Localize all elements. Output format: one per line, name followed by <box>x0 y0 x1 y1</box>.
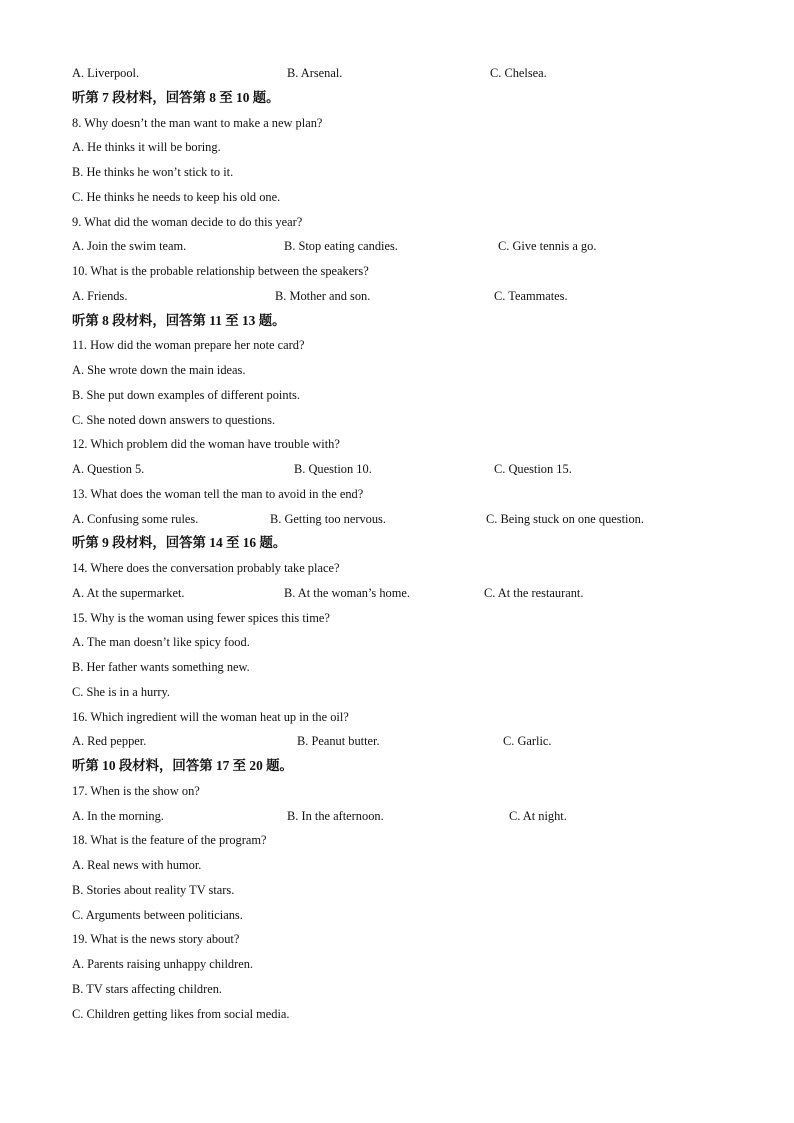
question-line: B. Stories about reality TV stars. <box>72 883 235 897</box>
answer-option: A. Red pepper. <box>72 734 147 748</box>
question-line: 11. How did the woman prepare her note card? <box>72 338 305 352</box>
question-line: A. Parents raising unhappy children. <box>72 957 254 971</box>
option-row <box>0 511 794 527</box>
answer-option: A. Friends. <box>72 289 128 303</box>
answer-option: C. At night. <box>509 809 567 823</box>
question-line: C. Children getting likes from social media. <box>72 1007 290 1021</box>
answer-option: A. Join the swim team. <box>72 239 187 253</box>
question-line: B. TV stars affecting children. <box>72 982 223 996</box>
question-line: C. Arguments between politicians. <box>72 908 243 922</box>
option-row <box>0 65 794 81</box>
answer-option: B. Mother and son. <box>275 289 371 303</box>
answer-option: B. Question 10. <box>294 462 372 476</box>
option-row <box>0 733 794 749</box>
section-heading: 听第 10 段材料，回答第 17 至 20 题。 <box>72 758 293 773</box>
answer-option: A. Question 5. <box>72 462 145 476</box>
option-row <box>0 238 794 254</box>
answer-option: B. In the afternoon. <box>287 809 384 823</box>
question-line: 13. What does the woman tell the man to avoid in the end? <box>72 487 364 501</box>
answer-option: C. At the restaurant. <box>484 586 584 600</box>
question-line: 10. What is the probable relationship between the speakers? <box>72 264 369 278</box>
question-line: 14. Where does the conversation probably take place? <box>72 561 340 575</box>
answer-option: C. Being stuck on one question. <box>486 512 644 526</box>
option-row <box>0 585 794 601</box>
answer-option: B. Getting too nervous. <box>270 512 386 526</box>
option-row <box>0 461 794 477</box>
answer-option: A. Confusing some rules. <box>72 512 199 526</box>
option-row <box>0 808 794 824</box>
question-line: 12. Which problem did the woman have trouble with? <box>72 437 340 451</box>
question-line: A. She wrote down the main ideas. <box>72 363 246 377</box>
answer-option: A. In the morning. <box>72 809 164 823</box>
answer-option: B. Stop eating candies. <box>284 239 398 253</box>
question-line: 17. When is the show on? <box>72 784 200 798</box>
answer-option: C. Chelsea. <box>490 66 547 80</box>
question-line: A. The man doesn’t like spicy food. <box>72 635 250 649</box>
question-line: 15. Why is the woman using fewer spices this time? <box>72 611 330 625</box>
question-line: 18. What is the feature of the program? <box>72 833 267 847</box>
answer-option: B. At the woman’s home. <box>284 586 410 600</box>
answer-option: C. Teammates. <box>494 289 568 303</box>
question-line: C. She is in a hurry. <box>72 685 170 699</box>
section-heading: 听第 9 段材料，回答第 14 至 16 题。 <box>72 535 287 550</box>
section-heading: 听第 8 段材料，回答第 11 至 13 题。 <box>72 313 286 328</box>
answer-option: B. Peanut butter. <box>297 734 380 748</box>
question-line: 8. Why doesn’t the man want to make a new plan? <box>72 116 323 130</box>
question-line: 16. Which ingredient will the woman heat up in the oil? <box>72 710 349 724</box>
answer-option: B. Arsenal. <box>287 66 343 80</box>
question-line: 9. What did the woman decide to do this year? <box>72 215 303 229</box>
question-line: B. He thinks he won’t stick to it. <box>72 165 234 179</box>
option-row <box>0 288 794 304</box>
answer-option: A. Liverpool. <box>72 66 140 80</box>
question-line: C. He thinks he needs to keep his old one. <box>72 190 281 204</box>
section-heading: 听第 7 段材料，回答第 8 至 10 题。 <box>72 90 280 105</box>
question-line: C. She noted down answers to questions. <box>72 413 276 427</box>
answer-option: C. Question 15. <box>494 462 572 476</box>
question-line: A. Real news with humor. <box>72 858 202 872</box>
question-line: 19. What is the news story about? <box>72 932 240 946</box>
question-line: B. She put down examples of different points. <box>72 388 300 402</box>
answer-option: A. At the supermarket. <box>72 586 185 600</box>
answer-option: C. Garlic. <box>503 734 552 748</box>
question-line: A. He thinks it will be boring. <box>72 140 221 154</box>
answer-option: C. Give tennis a go. <box>498 239 597 253</box>
question-line: B. Her father wants something new. <box>72 660 250 674</box>
